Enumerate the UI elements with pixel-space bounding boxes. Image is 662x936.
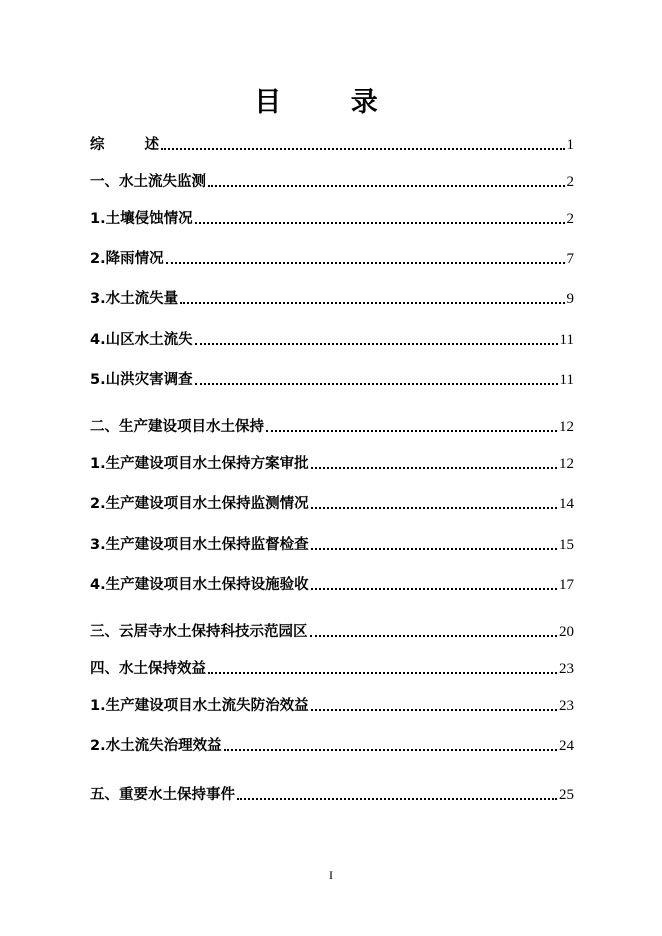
- toc-label: 1.土壤侵蚀情况: [90, 211, 193, 227]
- toc-page-number: 14: [559, 496, 574, 512]
- toc-entry-2-1[interactable]: [90, 455, 574, 473]
- toc-leader: [266, 430, 557, 432]
- toc-page-number: 7: [566, 251, 574, 267]
- toc-label: 4.山区水土流失: [90, 332, 193, 348]
- toc-leader: [195, 343, 558, 345]
- toc-page-number: 11: [559, 332, 574, 348]
- toc-entry-1-3[interactable]: [90, 290, 574, 308]
- toc-leader: [311, 467, 557, 469]
- toc-leader: [195, 222, 565, 224]
- toc-page-number: 20: [559, 624, 574, 640]
- toc-leader: [311, 588, 557, 590]
- toc-page-number: 1: [566, 137, 574, 153]
- toc-page-number: 15: [559, 537, 574, 553]
- toc-leader: [237, 798, 557, 800]
- toc-page-number: 24: [559, 738, 574, 754]
- toc-entry-2-4[interactable]: [90, 576, 574, 594]
- toc-page-number: 23: [559, 661, 574, 677]
- toc-label: 1.生产建设项目水土流失防治效益: [90, 698, 309, 714]
- toc-entry-1-4[interactable]: [90, 331, 574, 349]
- toc-entry-section-3[interactable]: [90, 623, 574, 641]
- toc-label: 2.降雨情况: [90, 251, 164, 267]
- toc-leader: [208, 185, 565, 187]
- toc-page-number: 12: [559, 419, 574, 435]
- toc-label: 2.水土流失治理效益: [90, 738, 222, 754]
- toc-entry-4-2[interactable]: [90, 737, 574, 755]
- toc-leader: [224, 749, 557, 751]
- toc-leader: [161, 148, 565, 150]
- toc-entry-section-4[interactable]: [90, 660, 574, 678]
- toc-entry-section-5[interactable]: [90, 786, 574, 804]
- toc-leader: [311, 507, 557, 509]
- toc-entry-1-2[interactable]: [90, 250, 574, 268]
- toc-page-number: 17: [559, 577, 574, 593]
- toc-leader: [311, 709, 557, 711]
- toc-leader: [195, 383, 558, 385]
- toc-label: 2.生产建设项目水土保持监测情况: [90, 496, 309, 512]
- toc-page-number: 2: [566, 211, 574, 227]
- toc-page-number: 11: [559, 372, 574, 388]
- toc-label: 综 述: [90, 137, 159, 153]
- toc-label: 4.生产建设项目水土保持设施验收: [90, 577, 309, 593]
- toc-entry-2-2[interactable]: [90, 495, 574, 513]
- page-title: 目 录: [254, 87, 408, 118]
- toc-page-number: 9: [566, 291, 574, 307]
- toc-page-number: 2: [566, 174, 574, 190]
- toc-label: 5.山洪灾害调查: [90, 372, 193, 388]
- toc-leader: [208, 672, 557, 674]
- toc-entry-section-1[interactable]: [90, 173, 574, 191]
- toc-label: 3.水土流失量: [90, 291, 179, 307]
- toc-entry-4-1[interactable]: [90, 697, 574, 715]
- toc-label: 五、重要水土保持事件: [90, 787, 235, 803]
- toc-label: 一、水土流失监测: [90, 174, 206, 190]
- toc-leader: [166, 262, 565, 264]
- toc-leader: [180, 302, 564, 304]
- toc-page-number: 25: [559, 787, 574, 803]
- toc-entry-1-5[interactable]: [90, 371, 574, 389]
- toc-entry-2-3[interactable]: [90, 536, 574, 554]
- toc-label: 三、云居寺水土保持科技示范园区: [90, 624, 308, 640]
- toc-leader: [310, 635, 558, 637]
- page-footer-number: I: [329, 868, 333, 882]
- toc-entry-1-1[interactable]: [90, 210, 574, 228]
- toc-leader: [311, 548, 557, 550]
- toc-entry-section-2[interactable]: [90, 418, 574, 436]
- toc-label: 二、生产建设项目水土保持: [90, 419, 264, 435]
- toc-label: 四、水土保持效益: [90, 661, 206, 677]
- toc-page-number: 23: [559, 698, 574, 714]
- toc-entry-overview[interactable]: [90, 136, 574, 154]
- toc-label: 3.生产建设项目水土保持监督检查: [90, 537, 309, 553]
- toc-label: 1.生产建设项目水土保持方案审批: [90, 456, 309, 472]
- toc-page-number: 12: [559, 456, 574, 472]
